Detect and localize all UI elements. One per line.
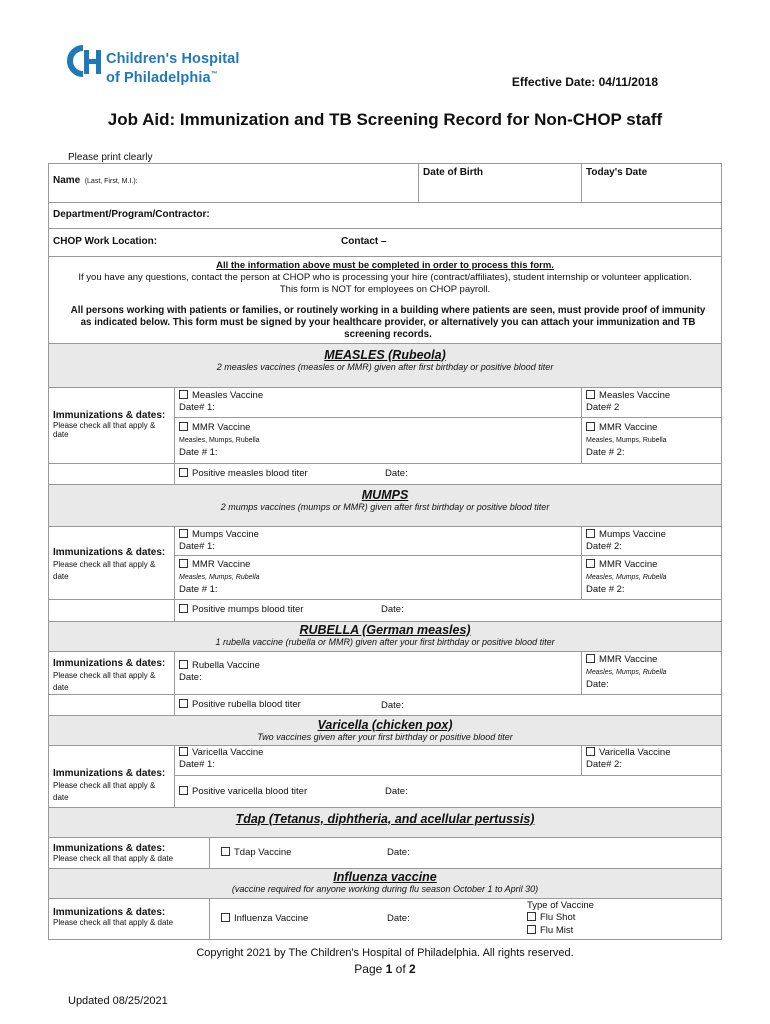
print-clearly-note: Please print clearly: [68, 152, 153, 163]
varicella-vaccine-1[interactable]: [175, 745, 582, 775]
measles-mmr-date-2: Date # 2:: [586, 446, 625, 458]
name-field[interactable]: [49, 164, 419, 203]
influenza-imm-label: Immunizations & dates:: [53, 906, 166, 918]
mumps-mmr-date-2: Date # 2:: [586, 583, 625, 595]
vaccine-type-label: Type of Vaccine: [527, 899, 594, 911]
rubella-mmr-date: Date:: [586, 678, 609, 690]
dob-label: Date of Birth: [423, 167, 484, 178]
checkbox[interactable]: [179, 604, 188, 613]
rubella-vaccine-label: Rubella Vaccine: [192, 659, 260, 671]
rubella-titer-date: Date:: [381, 699, 404, 711]
influenza-subtitle: (vaccine required for anyone working during flu season October 1 to April 30): [231, 883, 539, 894]
measles-titer-blank: [49, 463, 175, 484]
checkbox[interactable]: [179, 559, 188, 568]
measles-titer-date: Date:: [385, 467, 408, 479]
rubella-title: RUBELLA (German measles): [299, 622, 471, 637]
checkbox[interactable]: [179, 747, 188, 756]
mumps-vaccine-1-label: Mumps Vaccine: [192, 528, 259, 540]
measles-vaccine-1-label: Measles Vaccine: [192, 389, 264, 401]
mumps-mmr-1-label: MMR Vaccine: [192, 558, 251, 570]
mumps-titer-row[interactable]: [175, 599, 722, 621]
logo-text: [106, 52, 239, 86]
checkbox[interactable]: [586, 422, 595, 431]
rubella-titer-blank: [49, 694, 175, 715]
checkbox[interactable]: [586, 559, 595, 568]
rubella-vaccine[interactable]: [175, 651, 582, 694]
mumps-mmr-2[interactable]: [582, 555, 722, 599]
mmr-sub: Measles, Mumps, Rubella: [179, 573, 260, 581]
mumps-label-cell: [49, 526, 175, 599]
tdap-vaccine-label: Tdap Vaccine: [234, 846, 292, 858]
page-number: [0, 962, 770, 976]
measles-vaccine-2[interactable]: [582, 387, 722, 417]
influenza-row[interactable]: [49, 898, 722, 939]
mmr-sub: Measles, Mumps, Rubella: [586, 436, 667, 444]
influenza-vaccine-label: Influenza Vaccine: [234, 912, 309, 924]
work-location-label: CHOP Work Location:: [53, 236, 158, 247]
varicella-title: Varicella (chicken pox): [317, 717, 453, 732]
varicella-titer-label: Positive varicella blood titer: [192, 785, 308, 797]
measles-date-2: Date# 2: [586, 401, 620, 413]
chop-logo-icon: [66, 44, 106, 80]
measles-mmr-1-label: MMR Vaccine: [192, 421, 251, 433]
varicella-label-cell: [49, 745, 175, 807]
varicella-vaccine-2[interactable]: [582, 745, 722, 775]
mumps-title: MUMPS: [361, 487, 409, 502]
mmr-sub: Measles, Mumps, Rubella: [586, 668, 667, 676]
tdap-imm-label: Immunizations & dates:: [53, 842, 166, 854]
name-hint: (Last, First, M.I.):: [84, 178, 138, 185]
rubella-titer-row[interactable]: [175, 694, 722, 715]
influenza-header: [49, 868, 722, 898]
rubella-mmr-label: MMR Vaccine: [599, 653, 658, 665]
today-date-label: Today's Date: [586, 167, 648, 178]
checkbox[interactable]: [221, 847, 230, 856]
varicella-titer-row[interactable]: [175, 775, 722, 807]
page-total: 2: [409, 962, 416, 976]
measles-mmr-2[interactable]: [582, 417, 722, 463]
tdap-row[interactable]: [49, 837, 722, 868]
notice-box: [49, 257, 722, 301]
updated-date: Updated 08/25/2021: [68, 995, 168, 1007]
checkbox[interactable]: [179, 699, 188, 708]
location-contact-field[interactable]: [49, 229, 722, 257]
checkbox[interactable]: [586, 654, 595, 663]
varicella-subtitle: Two vaccines given after your first birthday or positive blood titer: [257, 731, 513, 742]
measles-imm-label: Immunizations & dates:: [53, 409, 166, 421]
mumps-titer-blank: [49, 599, 175, 621]
mumps-mmr-date-1: Date # 1:: [179, 583, 218, 595]
effective-date: Effective Date: 04/11/2018: [511, 75, 658, 89]
checkbox[interactable]: [179, 468, 188, 477]
checkbox[interactable]: [179, 786, 188, 795]
measles-check-note: Please check all that apply & date: [53, 420, 156, 439]
contact-label: Contact –: [341, 236, 387, 247]
varicella-imm-label: Immunizations & dates:: [53, 767, 166, 779]
divider: [209, 838, 210, 868]
department-field[interactable]: [49, 203, 722, 229]
tdap-check-note: Please check all that apply & date: [53, 853, 174, 863]
not-for-employees-notice: This form is NOT for employees on CHOP payroll.: [279, 284, 491, 295]
rubella-imm-label: Immunizations & dates:: [53, 657, 166, 669]
varicella-vaccine-1-label: Varicella Vaccine: [192, 746, 264, 758]
measles-title: MEASLES (Rubeola): [324, 347, 446, 362]
measles-titer-row[interactable]: [175, 463, 722, 484]
measles-label-cell: [49, 387, 175, 463]
measles-subtitle: 2 measles vaccines (measles or MMR) given after first birthday or positive blood titer: [216, 361, 554, 372]
mumps-mmr-2-label: MMR Vaccine: [599, 558, 658, 570]
mumps-subtitle: 2 mumps vaccines (mumps or MMR) given after first birthday or positive blood titer: [220, 501, 550, 512]
varicella-date-1: Date# 1:: [179, 758, 215, 770]
checkbox[interactable]: [586, 390, 595, 399]
measles-titer-label: Positive measles blood titer: [192, 467, 308, 479]
name-label: Name: [53, 175, 81, 186]
mumps-titer-label: Positive mumps blood titer: [192, 603, 304, 615]
mmr-sub: Measles, Mumps, Rubella: [586, 573, 667, 581]
mmr-sub: Measles, Mumps, Rubella: [179, 436, 260, 444]
copyright-text: Copyright 2021 by The Children's Hospital of Philadelphia. All rights reserved.: [196, 947, 574, 959]
flu-shot-label: Flu Shot: [540, 912, 576, 923]
department-label: Department/Program/Contractor:: [53, 209, 210, 220]
rubella-vaccine-date: Date:: [179, 671, 202, 683]
rubella-titer-label: Positive rubella blood titer: [192, 698, 301, 710]
varicella-titer-date: Date:: [385, 785, 408, 797]
questions-notice: If you have any questions, contact the person at CHOP who is processing your hire (contract/affiliates), student internship or volunteer application.: [78, 272, 692, 283]
influenza-check-note: Please check all that apply & date: [53, 917, 174, 927]
mumps-vaccine-2-label: Mumps Vaccine: [599, 528, 666, 540]
varicella-date-2: Date# 2:: [586, 758, 622, 770]
logo-line1: Children's Hospital: [106, 51, 240, 67]
checkbox[interactable]: [527, 925, 536, 934]
mumps-date-1: Date# 1:: [179, 540, 215, 552]
proof-box: [49, 301, 722, 344]
rubella-mmr[interactable]: [582, 651, 722, 694]
tdap-date: Date:: [387, 846, 410, 858]
rubella-check-note: Please check all that apply & date: [53, 670, 156, 692]
flu-mist-label: Flu Mist: [540, 924, 574, 936]
measles-date-1: Date# 1:: [179, 401, 215, 413]
varicella-header: [49, 715, 722, 745]
measles-mmr-2-label: MMR Vaccine: [599, 421, 658, 433]
proof-notice: All persons working with patients or families, or routinely working in a building where patients are seen, must provide proof of immunity as indicated below. This form must be signed by your healthcare provider, or alternatively you can attach your immunization and TB screening records.: [70, 304, 706, 340]
page-of: of: [395, 962, 406, 976]
logo-line2: of Philadelphia: [106, 69, 211, 86]
dob-field[interactable]: [419, 164, 582, 203]
influenza-title: Influenza vaccine: [333, 869, 437, 884]
tdap-title: Tdap (Tetanus, diphtheria, and acellular pertussis): [235, 811, 535, 826]
divider: [209, 899, 210, 939]
mumps-titer-date: Date:: [381, 603, 404, 615]
checkbox[interactable]: [179, 422, 188, 431]
required-notice: All the information above must be completed in order to process this form.: [216, 260, 554, 271]
mumps-date-2: Date# 2:: [586, 540, 622, 552]
measles-header: [49, 343, 722, 387]
mumps-check-note: Please check all that apply & date: [53, 559, 156, 581]
varicella-vaccine-2-label: Varicella Vaccine: [599, 746, 671, 758]
influenza-date: Date:: [387, 912, 410, 924]
checkbox[interactable]: [179, 660, 188, 669]
rubella-header: [49, 621, 722, 651]
mumps-imm-label: Immunizations & dates:: [53, 546, 166, 558]
mumps-mmr-1[interactable]: [175, 555, 582, 599]
mumps-vaccine-2[interactable]: [582, 526, 722, 555]
measles-mmr-1[interactable]: [175, 417, 582, 463]
checkbox[interactable]: [179, 390, 188, 399]
checkbox[interactable]: [179, 529, 188, 538]
rubella-subtitle: 1 rubella vaccine (rubella or MMR) given after your first birthday or positive blood titer: [215, 636, 555, 647]
today-date-field[interactable]: [582, 164, 722, 203]
tdap-header: [49, 807, 722, 837]
checkbox[interactable]: [527, 912, 536, 921]
checkbox[interactable]: [586, 529, 595, 538]
measles-vaccine-1[interactable]: [175, 387, 582, 417]
mumps-header: [49, 484, 722, 526]
page-title: Job Aid: Immunization and TB Screening Record for Non-CHOP staff: [107, 110, 663, 129]
page-prefix: Page: [354, 962, 383, 976]
checkbox[interactable]: [221, 913, 230, 922]
screening-form-table: [48, 163, 722, 940]
checkbox[interactable]: [586, 747, 595, 756]
logo-tm: ™: [210, 71, 218, 78]
mumps-vaccine-1[interactable]: [175, 526, 582, 555]
varicella-check-note: Please check all that apply & date: [53, 780, 156, 802]
page-current: 1: [385, 962, 393, 976]
measles-vaccine-2-label: Measles Vaccine: [599, 389, 671, 401]
measles-mmr-date-1: Date # 1:: [179, 446, 218, 458]
rubella-label-cell: [49, 651, 175, 694]
